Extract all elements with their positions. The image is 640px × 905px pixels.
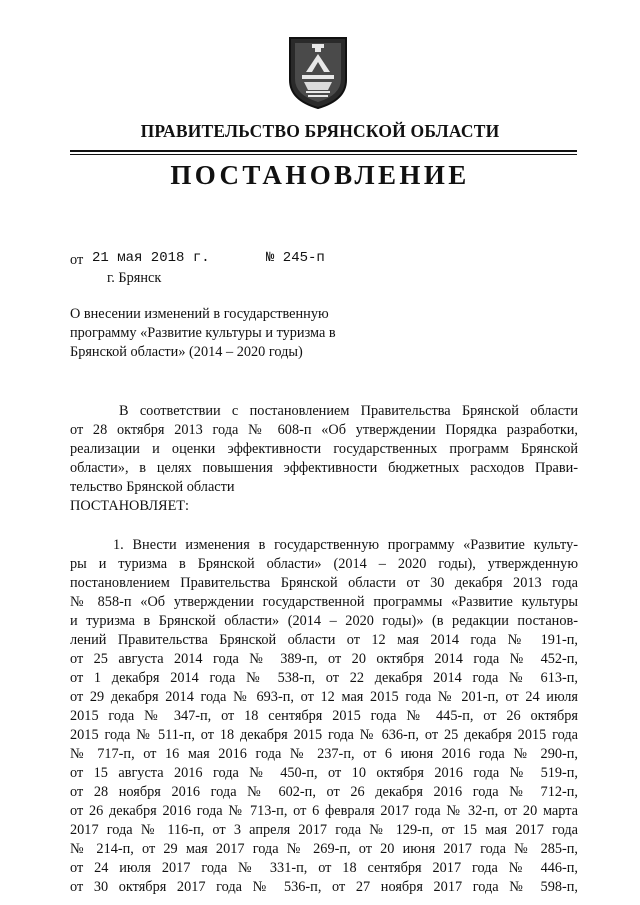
preamble-line: тельство Брянской области bbox=[70, 479, 235, 495]
resolves-heading: ПОСТАНОВЛЯЕТ: bbox=[70, 498, 190, 514]
item-line: от 28 ноября 2016 года № 602-п, от 26 декабря 2016 года № 712-п, bbox=[70, 784, 578, 800]
date-prefix: от bbox=[70, 252, 84, 268]
item-line: постановлением Правительства Брянской области от 30 декабря 2013 года bbox=[70, 575, 578, 591]
document-number: № 245-п bbox=[266, 250, 325, 266]
item-line: от 15 августа 2016 года № 450-п, от 10 октября 2016 года № 519-п, bbox=[70, 765, 578, 781]
item-line: от 29 декабря 2014 года № 693-п, от 12 мая 2015 года № 201-п, от 24 июля bbox=[70, 689, 578, 705]
item-line: лений Правительства Брянской области от 12 мая 2014 года № 191-п, bbox=[70, 632, 578, 648]
item-line: ры и туризма в Брянской области» (2014 – 2020 годы), утвержденную bbox=[70, 556, 578, 572]
item-line: от 1 декабря 2014 года № 538-п, от 22 декабря 2014 года № 613-п, bbox=[70, 670, 578, 686]
item-line: от 25 августа 2014 года № 389-п, от 20 октября 2014 года № 452-п, bbox=[70, 651, 578, 667]
subject-line: О внесении изменений в государственную bbox=[70, 306, 329, 322]
header-divider-thick bbox=[70, 150, 577, 152]
item-line: № 214-п, от 29 мая 2017 года № 269-п, от 20 июня 2017 года № 285-п, bbox=[70, 841, 578, 857]
bryansk-coat-of-arms-icon bbox=[286, 34, 350, 110]
document-city: г. Брянск bbox=[107, 270, 162, 286]
item-line: 2015 года № 347-п, от 18 сентября 2015 года № 445-п, от 26 октября bbox=[70, 708, 578, 724]
item-line: 2017 года № 116-п, от 3 апреля 2017 года № 129-п, от 15 мая 2017 года bbox=[70, 822, 578, 838]
preamble-line: В соответствии с постановлением Правительства Брянской области bbox=[119, 403, 578, 419]
header-divider-thin bbox=[70, 154, 577, 155]
document-date: 21 мая 2018 г. bbox=[92, 250, 210, 266]
item-line: от 24 июля 2017 года № 331-п, от 18 сентября 2017 года № 446-п, bbox=[70, 860, 578, 876]
preamble-line: реализации и оценки эффективности государственных программ Брянской bbox=[70, 441, 578, 457]
item-line: от 30 октября 2017 года № 536-п, от 27 ноября 2017 года № 598-п, bbox=[70, 879, 578, 895]
item-line: от 26 декабря 2016 года № 713-п, от 6 февраля 2017 года № 32-п, от 20 марта bbox=[70, 803, 578, 819]
item-line: и туризма в Брянской области» (2014 – 2020 годы)» (в редакции постанов- bbox=[70, 613, 578, 629]
preamble-line: от 28 октября 2013 года № 608-п «Об утверждении Порядка разработки, bbox=[70, 422, 578, 438]
subject-line: Брянской области» (2014 – 2020 годы) bbox=[70, 344, 303, 360]
item-line: 2015 года № 511-п, от 18 декабря 2015 года № 636-п, от 25 декабря 2015 года bbox=[70, 727, 578, 743]
item-line: № 717-п, от 16 мая 2016 года № 237-п, от 6 июня 2016 года № 290-п, bbox=[70, 746, 578, 762]
organization-name: ПРАВИТЕЛЬСТВО БРЯНСКОЙ ОБЛАСТИ bbox=[140, 121, 500, 141]
preamble-line: области», в целях повышения эффективности бюджетных расходов Прави- bbox=[70, 460, 578, 476]
item-line: 1. Внести изменения в государственную программу «Развитие культу- bbox=[113, 537, 578, 553]
subject-line: программу «Развитие культуры и туризма в bbox=[70, 325, 336, 341]
item-line: № 858-п «Об утверждении государственной программы «Развитие культуры bbox=[70, 594, 578, 610]
document-type-title: ПОСТАНОВЛЕНИЕ bbox=[170, 160, 470, 190]
